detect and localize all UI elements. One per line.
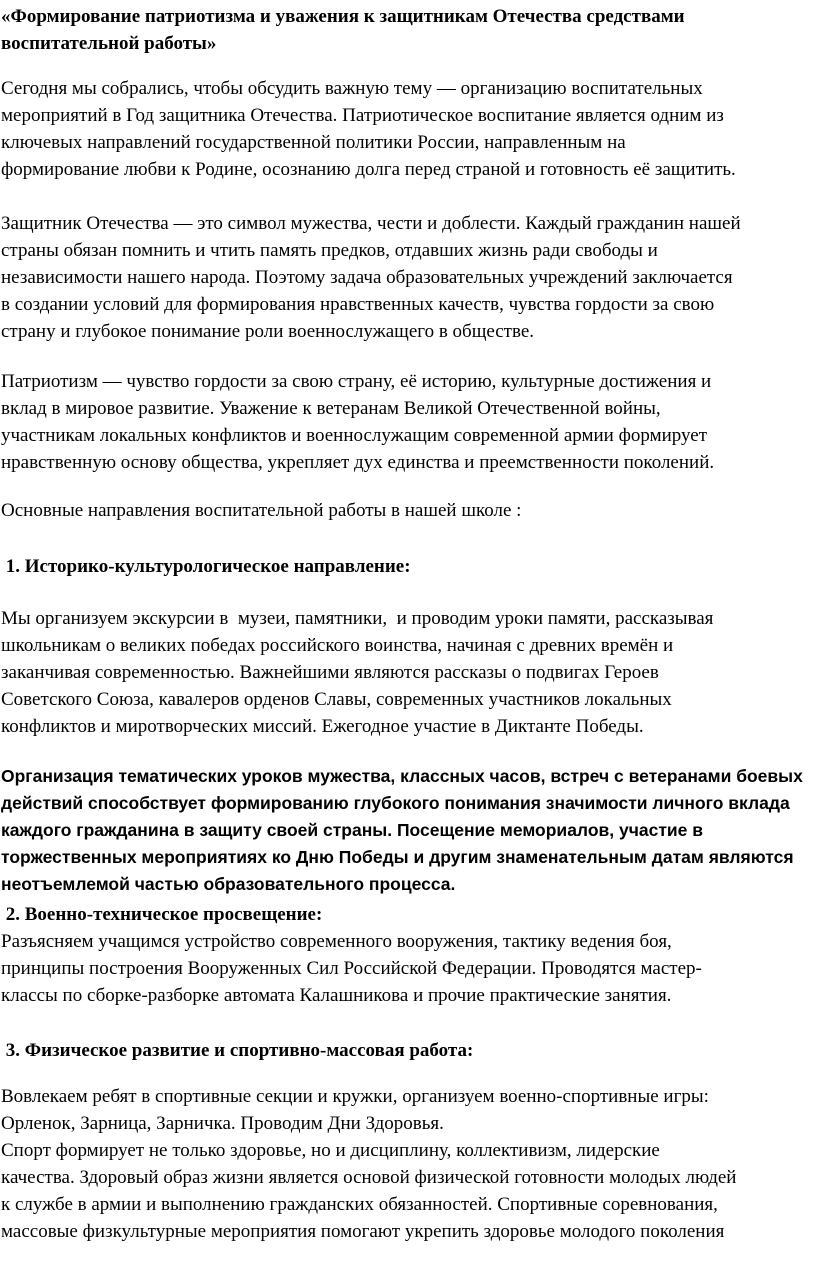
paragraph-line: Вовлекаем ребят в спортивные секции и кружки, организуем военно-спортивные игры: <box>1 1086 709 1107</box>
paragraph-line: Защитник Отечества — это символ мужества, чести и доблести. Каждый гражданин нашей <box>1 213 741 234</box>
paragraph-line: классы по сборке-разборке автомата Калашникова и прочие практические занятия. <box>1 985 672 1006</box>
section2-paragraph <box>1 928 816 1009</box>
paragraph-line: страны обязан помнить и чтить память предков, отдавших жизнь ради свободы и <box>1 240 658 261</box>
section3-heading <box>1 1037 816 1064</box>
paragraph-line: к службе в армии и выполнению гражданских обязанностей. Спортивные соревнования, <box>1 1194 718 1215</box>
paragraph-line: ключевых направлений государственной политики России, направленным на <box>1 132 626 153</box>
paragraph-line: формирование любви к Родине, осознанию долга перед страной и готовность её защитить. <box>1 159 736 180</box>
paragraph-line: вклад в мировое развитие. Уважение к ветеранам Великой Отечественной войны, <box>1 398 661 419</box>
paragraph-line: принципы построения Вооруженных Сил Российской Федерации. Проводятся мастер- <box>1 958 702 979</box>
paragraph-line: нравственную основу общества, укрепляет дух единства и преемственности поколений. <box>1 452 715 473</box>
paragraph-line: Сегодня мы собрались, чтобы обсудить важную тему — организацию воспитательных <box>1 78 703 99</box>
paragraph-line: конфликтов и миротворческих миссий. Ежегодное участие в Диктанте Победы. <box>1 716 644 737</box>
paragraph-line: качества. Здоровый образ жизни является основой физической готовности молодых людей <box>1 1167 737 1188</box>
paragraph-line: действий способствует формированию глубокого понимания значимости личного вклада <box>1 793 790 813</box>
paragraph-line: торжественных мероприятиях ко Дню Победы и другим знаменательным датам являются <box>1 847 794 867</box>
section-heading-text: 1. Историко-культурологическое направление: <box>1 556 411 577</box>
paragraph-line: школьникам о великих победах российского воинства, начиная с древних времён и <box>1 635 674 656</box>
document-title <box>1 3 816 57</box>
section3-paragraph <box>1 1083 816 1245</box>
paragraph-line: страну и глубокое понимание роли военнослужащего в обществе. <box>1 321 535 342</box>
section1-paragraph <box>1 605 816 740</box>
paragraph-line: независимости нашего народа. Поэтому задача образовательных учреждений заключается <box>1 267 733 288</box>
defender-paragraph <box>1 210 816 345</box>
title-line: воспитательной работы» <box>1 33 217 54</box>
directions-intro <box>1 497 816 524</box>
paragraph-line: в создании условий для формирования нравственных качеств, чувства гордости за свою <box>1 294 715 315</box>
paragraph-line: Основные направления воспитательной работы в нашей школе : <box>1 500 522 521</box>
paragraph-line: мероприятий в Год защитника Отечества. Патриотическое воспитание является одним из <box>1 105 724 126</box>
paragraph-line: участникам локальных конфликтов и военнослужащим современной армии формирует <box>1 425 708 446</box>
paragraph-line: Спорт формирует не только здоровье, но и дисциплину, коллективизм, лидерские <box>1 1140 660 1161</box>
section-heading-text: 2. Военно-техническое просвещение: <box>1 904 323 925</box>
title-line: «Формирование патриотизма и уважения к защитникам Отечества средствами <box>1 6 685 27</box>
paragraph-line: Разъясняем учащимся устройство современного вооружения, тактику ведения боя, <box>1 931 672 952</box>
section1-bold-paragraph <box>1 763 816 898</box>
section-heading-text: 3. Физическое развитие и спортивно-массовая работа: <box>1 1040 474 1061</box>
paragraph-line: Мы организуем экскурсии в музеи, памятники, и проводим уроки памяти, рассказывая <box>1 608 714 629</box>
paragraph-line: массовые физкультурные мероприятия помогают укрепить здоровье молодого поколения <box>1 1221 725 1242</box>
paragraph-line: Советского Союза, кавалеров орденов Славы, современных участников локальных <box>1 689 672 710</box>
paragraph-line: Патриотизм — чувство гордости за свою страну, её историю, культурные достижения и <box>1 371 712 392</box>
patriotism-paragraph <box>1 368 816 476</box>
paragraph-line: заканчивая современностью. Важнейшими являются рассказы о подвигах Героев <box>1 662 659 683</box>
section1-heading <box>1 553 816 580</box>
paragraph-line: Орленок, Зарница, Зарничка. Проводим Дни Здоровья. <box>1 1113 444 1134</box>
paragraph-line: каждого гражданина в защиту своей страны. Посещение мемориалов, участие в <box>1 820 704 840</box>
section2-heading <box>1 901 816 928</box>
paragraph-line: Организация тематических уроков мужества, классных часов, встреч с ветеранами боевых <box>1 766 803 786</box>
intro-paragraph <box>1 75 816 183</box>
paragraph-line: неотъемлемой частью образовательного процесса. <box>1 874 456 894</box>
